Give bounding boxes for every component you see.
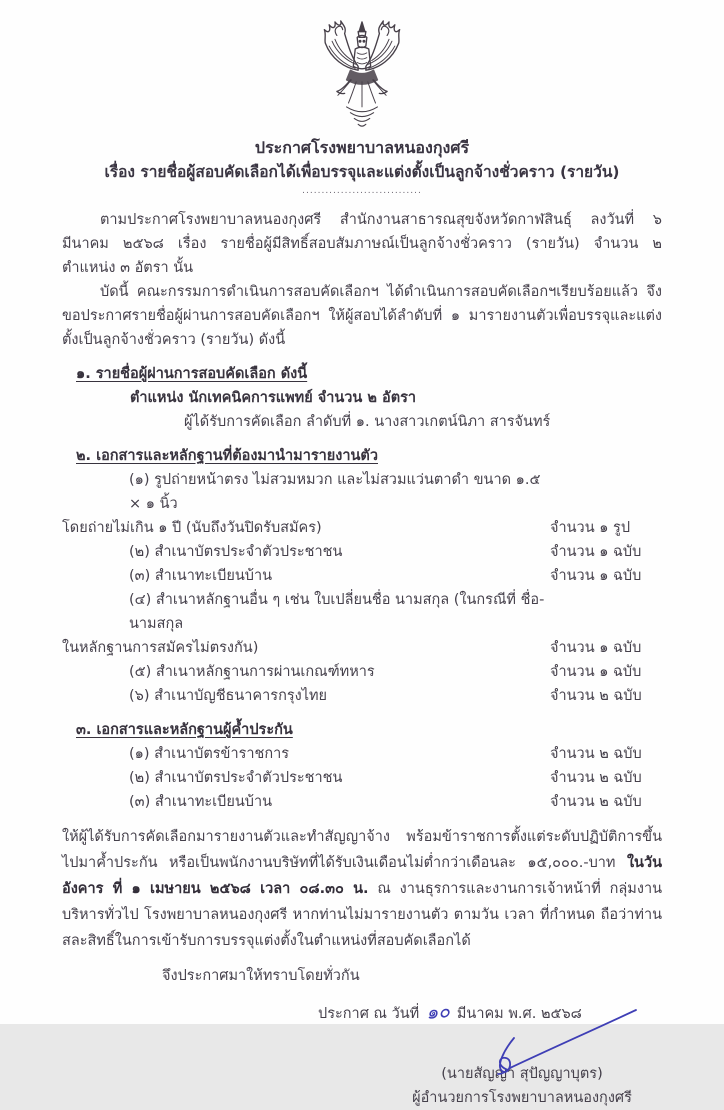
signer-title: ผู้อำนวยการโรงพยาบาลหนองกุงศรี (412, 1090, 632, 1106)
document-item-row (62, 588, 662, 636)
document-item-row (62, 790, 662, 814)
signature-block (357, 1062, 687, 1110)
closing-remark: จึงประกาศมาให้ทราบโดยทั่วกัน (162, 968, 360, 984)
paragraph-result: บัดนี้ คณะกรรมการดำเนินการสอบคัดเลือกฯ ได้ดำเนินการสอบคัดเลือกฯเรียบร้อยแล้ว จึงขอประกาศรายชื่อผู้ผ่านการสอบคัดเลือกฯ ให้ผู้สอบได้ลำดับที่ ๑ มารายงานตัวเพื่อบรรจุและแต่งตั้งเป็นลูกจ้างชั่วคราว (รายวัน) ดังนี้ (62, 284, 662, 348)
final-pre: ให้ผู้ได้รับการคัดเลือกมารายงานตัวและทำสัญญาจ้าง พร้อมข้าราชการตั้งแต่ระดับปฏิบัติการขึ้นไปมาค้ำประกัน หรือเป็นพนักงานบริษัทที่ได้รับเงินเดือนไม่ต่ำกว่าเดือนละ ๑๕,๐๐๐.-บาท (62, 829, 662, 871)
final-bold-datetime: ในวันอังคาร ที่ ๑ เมษายน ๒๕๖๘ เวลา ๐๘.๓๐ น. (62, 855, 662, 897)
doc-subject: เรื่อง รายชื่อผู้สอบคัดเลือกได้เพื่อบรรจุและแต่งตั้งเป็นลูกจ้างชั่วคราว (รายวัน) (104, 163, 620, 181)
issue-date-suffix: มีนาคม พ.ศ. ๒๕๖๘ (456, 1006, 582, 1022)
item-qty: จำนวน ๑ รูป (550, 520, 631, 536)
garuda-icon (306, 20, 418, 132)
selected-candidate-line: ผู้ได้รับการคัดเลือก ลำดับที่ ๑. นางสาวเกตน์นิภา สารจันทร์ (184, 414, 551, 430)
item-qty: จำนวน ๒ ฉบับ (550, 770, 642, 786)
item-text: โดยถ่ายไม่เกิน ๑ ปี (นับถึงวันปิดรับสมัคร) (62, 520, 322, 536)
item-text: (๒) สำเนาบัตรประจำตัวประชาชน (129, 544, 343, 560)
item-qty: จำนวน ๑ ฉบับ (550, 664, 642, 680)
item-qty: จำนวน ๒ ฉบับ (550, 746, 642, 762)
item-qty (550, 588, 662, 636)
item-text: (๓) สำเนาทะเบียนบ้าน (129, 794, 273, 810)
section-1-heading (62, 362, 662, 386)
paragraph-report-instructions (62, 824, 662, 954)
item-qty: จำนวน ๑ ฉบับ (550, 640, 642, 656)
item-text: (๕) สำเนาหลักฐานการผ่านเกณฑ์ทหาร (129, 664, 375, 680)
document-item-row (62, 564, 662, 588)
section-2-heading (62, 444, 662, 468)
signer-name: (นายสัญญา สุปัญญาบุตร) (441, 1066, 603, 1082)
item-qty: จำนวน ๒ ฉบับ (550, 794, 642, 810)
document-item-row (62, 742, 662, 766)
document-item-row (62, 684, 662, 708)
item-text: (๓) สำเนาทะเบียนบ้าน (129, 568, 273, 584)
item-text: ในหลักฐานการสมัครไม่ตรงกัน) (62, 640, 259, 656)
section-3-heading-text: ๓. เอกสารและหลักฐานผู้ค้ำประกัน (76, 722, 293, 738)
section-3-heading (62, 718, 662, 742)
document-item-row (62, 766, 662, 790)
document-item-row (62, 516, 662, 540)
garuda-emblem (0, 0, 724, 132)
document-item-row (62, 636, 662, 660)
issue-date-prefix: ประกาศ ณ วันที่ (318, 1006, 420, 1022)
position-line: ตำแหน่ง นักเทคนิคการแพทย์ จำนวน ๒ อัตรา (130, 390, 417, 406)
final-post: ณ งานธุรการและงานการเจ้าหน้าที่ กลุ่มงานบริหารทั่วไป โรงพยาบาลหนองกุงศรี หากท่านไม่มารายงานตัว ตามวัน เวลา ที่กำหนด ถือว่าท่านสละสิทธิ์ในการเข้ารับการบรรจุแต่งตั้งในตำแหน่งที่สอบคัดเลือกได้ (62, 881, 662, 949)
document-item-row (62, 468, 662, 516)
section-1-heading-text: ๑. รายชื่อผู้ผ่านการสอบคัดเลือก ดังนี้ (76, 366, 308, 382)
page-title: ประกาศโรงพยาบาลหนองกุงศรี (254, 138, 470, 157)
item-qty: จำนวน ๑ ฉบับ (550, 568, 642, 584)
paragraph-opening: ตามประกาศโรงพยาบาลหนองกุงศรี สำนักงานสาธารณสุขจังหวัดกาฬสินธุ์ ลงวันที่ ๖ มีนาคม ๒๕๖๘ เรื่อง รายชื่อผู้มีสิทธิ์สอบสัมภาษณ์เป็นลูกจ้างชั่วคราว (รายวัน) จำนวน ๒ ตำแหน่ง ๓ อัตรา นั้น (62, 212, 662, 276)
item-text: (๔) สำเนาหลักฐานอื่น ๆ เช่น ใบเปลี่ยนชื่อ นามสกุล (ในกรณีที่ ชื่อ-นามสกุล (129, 592, 545, 632)
item-qty: จำนวน ๒ ฉบับ (550, 688, 642, 704)
divider-dots: ............................... (302, 186, 422, 196)
section-2-heading-text: ๒. เอกสารและหลักฐานที่ต้องมานำมารายงานตัว (76, 448, 378, 464)
document-item-row (62, 660, 662, 684)
section-3-items (62, 742, 662, 814)
item-text: (๒) สำเนาบัตรประจำตัวประชาชน (129, 770, 343, 786)
handwritten-day: ๑๐ (425, 1000, 451, 1024)
section-2-items (62, 468, 662, 708)
item-text: (๑) รูปถ่ายหน้าตรง ไม่สวมหมวก และไม่สวมแว่นตาดำ ขนาด ๑.๕ × ๑ นิ้ว (129, 472, 541, 512)
item-qty (550, 468, 662, 516)
issue-date-line (62, 1000, 662, 1026)
document-item-row (62, 540, 662, 564)
item-text: (๖) สำเนาบัญชีธนาคารกรุงไทย (129, 688, 328, 704)
item-text: (๑) สำเนาบัตรข้าราชการ (129, 746, 290, 762)
item-qty: จำนวน ๑ ฉบับ (550, 544, 642, 560)
